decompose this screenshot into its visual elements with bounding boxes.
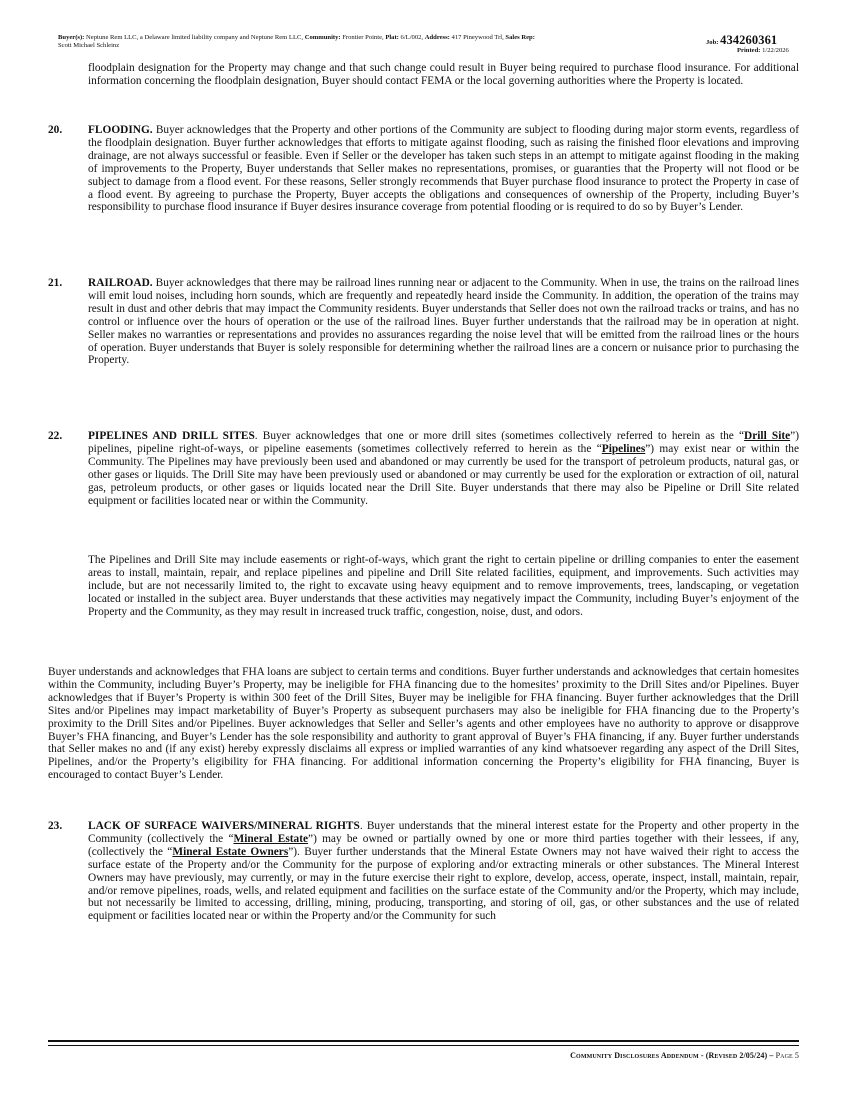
section-23-text-a: . Buyer understands that the mineral interest estate for the Property and other property in the Community (collectively the “ [88,820,799,845]
section-23-text-b: ”) may be owned or partially owned by one or more third parties together with their lessees, if any, (collectively the “ [88,832,800,858]
section-20-body: Buyer acknowledges that the Property and other portions of the Community are subject to flooding during major storm events, regardless of the floodplain designation. Buyer further acknowledges that efforts to mitigate against flooding, such as raising the finished floor elevations and improving drainage, are not always successful or feasible. Even if Seller or the developer has taken such steps in an attempt to mitigate against flooding in the making of improvements to the Property, Buyer understands that Seller makes no representations, promises, or guaranties that the Property will not flood or be subject to damage from a flood event. For these reasons, Seller strongly recommends that Buyer purchase flood insurance to protect the Property in case of a flood event. By agreeing to purchase the Property, Buyer accepts the obligations and consequences of ownership of the Property, including Buyer’s responsibility to purchase flood insurance if Buyer desires insurance coverage from potential flooding or is required to do so by Buyer’s Lender. [88,124,800,214]
plat-value: 6/L/002, [400,34,424,41]
footer-rule-thick [48,1040,799,1042]
section-22-text-b: ”) pipelines, pipeline right-of-ways, or pipeline easements (sometimes collectively referred to herein as the “ [88,430,799,455]
footer-title: Community Disclosures Addendum - (Revised 2/05/24) – [570,1051,774,1060]
section-21-paragraph [88,277,799,367]
section-22-text-a: . Buyer acknowledges that one or more drill sites (sometimes collectively referred to herein as the “ [254,430,745,442]
address-label: Address: [424,34,450,41]
section-22-number: 22. [48,430,63,442]
document-footer [570,1051,799,1060]
section-22-paragraph-2: The Pipelines and Drill Site may include easements or right-of-ways, which grant the right to certain pipeline or drilling companies to enter the easement areas to install, maintain, repair, and replace pipelines and pipeline and Drill Site related facilities, equipment, and improvements. Such activities may include, but are not necessarily limited to, the right to excavate using heavy equipment and to remove improvements, trees, landscaping, or vegetation located or installed in the subject area. Buyer understands that these activities may negatively impact the Community, including Buyer’s enjoyment of the Property and the Community, as they may result in increased truck traffic, congestion, noise, dust, and odors. [88,554,799,618]
section-23-paragraph [88,820,799,923]
printed-label: Printed: [737,47,761,54]
section-23-heading: LACK OF SURFACE WAIVERS/MINERAL RIGHTS [88,820,360,832]
job-label: Job: [706,39,719,46]
sales-rep-label: Sales Rep: [505,34,535,41]
printed-block [737,47,789,54]
address-value: 417 Pineywood Trl, [451,34,504,41]
section-22-heading: PIPELINES AND DRILL SITES [88,430,255,442]
plat-label: Plat: [385,34,399,41]
community-value: Frontier Pointe, [342,34,384,41]
sales-rep-value: Scott Michael Schleinz [58,42,120,49]
fha-paragraph: Buyer understands and acknowledges that FHA loans are subject to certain terms and conditions. Buyer further understands and acknowledges that certain homesites within the Community, including Buyer’s Property, may be ineligible for FHA financing due to the homesites’ proximity to the Drill Sites and/or Pipelines. Buyer acknowledges that if Buyer’s Property is within 300 feet of the Drill Sites, Buyer may be ineligible for FHA financing. Buyer further acknowledges that the Drill Sites and/or Pipelines may impact marketability of Buyer’s Property as subsequent purchasers may also be ineligible for FHA financing due to the Property’s proximity to the Drill Sites and/or Pipelines. Buyer acknowledges that Seller and Seller’s agents and other employees have no authority to approve or disapprove Buyer’s FHA financing, and Buyer’s Lender has the sole responsibility and authority to grant approval of Buyer’s FHA financing, if any. Buyer further understands that Seller makes no and (if any exist) hereby expressly disclaims all express or implied warranties of any kind whatsoever regarding any aspect of the Drill Sites, Pipelines, and/or the Property’s eligibility for FHA financing. For additional information concerning the Property’s eligibility for FHA financing, Buyer is encouraged to contact Buyer’s Lender. [48,666,799,782]
buyer-label: Buyer(s): [58,34,85,41]
section-20-paragraph [88,124,799,214]
document-header [58,34,698,50]
section-21-number: 21. [48,277,63,289]
job-block [706,33,826,48]
section-23-number: 23. [48,820,63,832]
term-pipelines: Pipelines [601,442,646,455]
section-21-body: Buyer acknowledges that there may be railroad lines running near or adjacent to the Community. When in use, the trains on the railroad lines will emit loud noises, including horn sounds, which are frequently and repeatedly heard inside the Community. In addition, the operation of the trains may result in dust and other debris that may impact the Community residents. Buyer understands that Seller does not own the railroad tracks or trains, and has no control or influence over the hours of operation or the use of the railroad lines. Buyer further understands that the railroad may be in operation at night. Seller makes no warranties or representations and provides no assurances regarding the noise level that will be emitted from the railroad lines or the hours of operation. Buyer understands that Buyer is solely responsible for determining whether the railroad lines are a concern or nuisance prior to purchasing the Property. [88,277,799,367]
term-drill-site: Drill Site [744,430,791,442]
footer-rule-thin [48,1045,799,1046]
section-20-number: 20. [48,124,63,136]
section-20-heading: FLOODING. [88,124,153,136]
section-23-text-c: ”). Buyer further understands that the Mineral Estate Owners may not have waived their right to access the surface estate of the Property and/or the Community for the purpose of exploring and/or extracting minerals or other substances. The Mineral Interest Owners may have previously, may currently, or may in the future exercise their right to explore, develop, access, operate, inspect, install, maintain, repair, and/or remove pipelines, roads, wells, and related equipment and facilities on the surface estate of the Community and/or the Property, which may include, but not necessarily be limited to accessing, drilling, mining, producing, transporting, and storing of oil, gas, or other substances and the use of related equipment or facilities located near or within the Property and/or the Community for such [88,845,799,923]
section-22-paragraph-1 [88,430,799,507]
buyer-value: Neptune Rem LLC, a Delaware limited liability company and Neptune Rem LLC, [86,34,304,41]
term-mineral-estate-owners: Mineral Estate Owners [172,845,289,858]
footer-page-number: Page 5 [775,1051,799,1060]
printed-date: 1/22/2026 [762,47,789,54]
section-22-text-c: ”) may exist near or within the Community. The Pipelines may have previously been used and abandoned or may currently be used for the transport of petroleum products, natural gas, or other gases or liquids. The Drill Site may have been previously used or abandoned or may currently be used for the exploration or extraction of oil, natural gas, petroleum products, or other gases or liquids located near the Drill Site. Buyer understands that there may also be Pipeline or Drill Site related equipment or facilities located near or within the Community. [88,442,799,507]
term-mineral-estate: Mineral Estate [233,832,309,845]
community-label: Community: [304,34,341,41]
job-number: 434260361 [720,33,778,47]
section-21-heading: RAILROAD. [88,277,153,289]
intro-paragraph: floodplain designation for the Property may change and that such change could result in Buyer being required to purchase flood insurance. For additional information concerning the floodplain designation, Buyer should contact FEMA or the local governing authorities where the Property is located. [88,62,799,87]
